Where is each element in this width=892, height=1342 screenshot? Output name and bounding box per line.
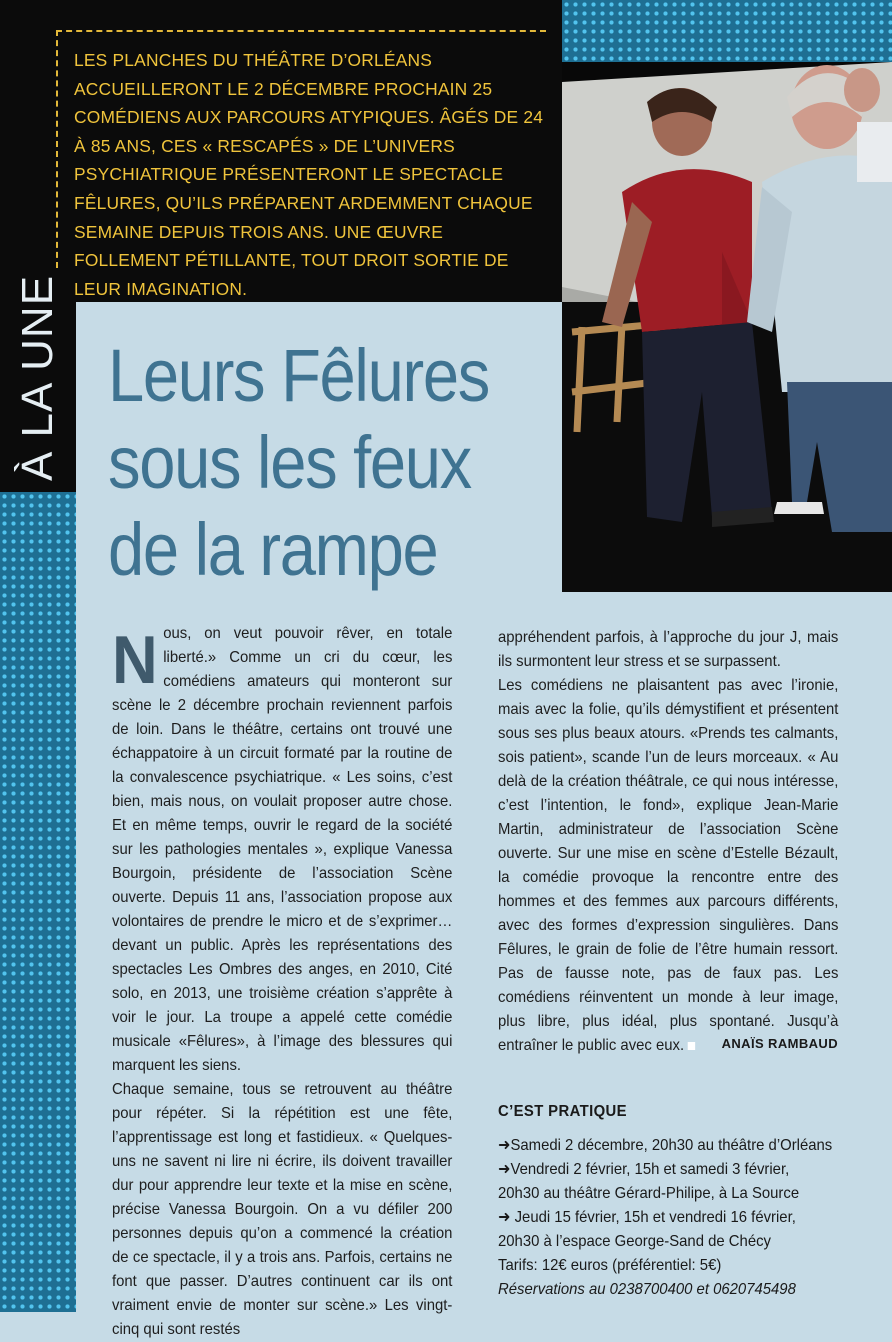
practical-info-line-3: ➜ Jeudi 15 février, 15h et vendredi 16 février, 20h30 à l’espace George-Sand de Chécy — [498, 1209, 796, 1250]
practical-info-reservations-text: Réservations au 0238700400 et 0620745498 — [498, 1281, 796, 1298]
intro-text: LES PLANCHES DU THÉÂTRE D’ORLÉANS ACCUEILLERONT LE 2 DÉCEMBRE PROCHAIN 25 COMÉDIENS AUX PARCOURS ATYPIQUES. ÂGÉS DE 24 À 85 ANS, CES « RESCAPÉS » DE L’UNIVERS PSYCHIATRIQUE PRÉSENTERONT LE SPECTACLE FÊLURES, QU’ILS PRÉPARENT ARDEMMENT CHAQUE SEMAINE DEPUIS TROIS ANS. UNE ŒUVRE FOLLEMENT PÉTILLANTE, TOUT DROIT SORTIE DE LEUR IMAGINATION. — [74, 50, 544, 299]
rehearsal-photo — [562, 62, 892, 592]
section-label — [8, 274, 68, 482]
end-mark-icon — [688, 1042, 695, 1050]
dot-pattern-side — [0, 492, 76, 1312]
practical-info-line-1: ➜Samedi 2 décembre, 20h30 au théâtre d’Orléans — [498, 1137, 833, 1154]
headline-line-3: de la rampe — [108, 508, 438, 591]
article-paragraph-4 — [498, 674, 838, 1058]
author-byline: ANAÏS RAMBAUD — [721, 1036, 838, 1051]
practical-info-tarifs: Tarifs: 12€ euros (préférentiel: 5€) — [498, 1257, 722, 1274]
practical-info-box — [498, 1100, 833, 1302]
article-column-left — [112, 622, 453, 1338]
headline — [108, 332, 489, 593]
article-column-right — [498, 626, 839, 1054]
article-paragraph-1: ous, on veut pouvoir rêver, en totale liberté.» Comme un cri du cœur, les comédiens amateurs qui monteront sur scène le 2 décembre prochain reviennent parfois de loin. Dans le théâtre, certains ont trouvé une échappatoire à un circuit formaté par la routine de la convalescence psychiatrique. « Les soins, c’est bien, mais nous, on voulait proposer autre chose. Et en même temps, ouvrir le regard de la société sur les pathologies mentales », explique Vanessa Bourgoin, présidente de l’association Scène ouverte. Depuis 11 ans, l’association propose aux volontaires de prendre le micro et de s’exprimer… devant un public. Après les représentations des spectacles Les Ombres des anges, en 2010, Cité solo, en 2013, une troisième création s’apprête à voir le jour. La troupe a appelé cette comédie musicale «Fêlures», à l’image des blessures qui marquent les siens. — [112, 625, 453, 1074]
headline-line-2: sous les feux — [108, 421, 471, 504]
article-paragraph-3: appréhendent parfois, à l’approche du jour J, mais ils surmontent leur stress et se surpassent. — [498, 629, 839, 670]
intro-box — [56, 30, 546, 299]
article-paragraph-2: Chaque semaine, tous se retrouvent au théâtre pour répéter. Si la répétition est une fête, l’apprentissage est long et fastidieux. « Quelques-uns ne savent ni lire ni écrire, ils doivent travailler dur pour apprendre leur texte et la mise en scène, précise Vanessa Bourgoin. On a vu défiler 200 personnes depuis qu’on a commencé la création de ce spectacle, il y a trois ans. Parfois, certains ne font que passer. D’autres continuent car ils ont vraiment envie de monter sur scène.» Les vingt-cinq qui sont restés — [112, 1081, 453, 1338]
headline-line-1: Leurs Fêlures — [108, 334, 489, 417]
practical-info-title: C’EST PRATIQUE — [498, 1103, 627, 1120]
section-label-text: À LA UNE — [13, 274, 62, 482]
rehearsal-photo-illustration — [562, 62, 892, 592]
practical-info-reservations — [498, 1278, 833, 1302]
drop-cap: N — [112, 622, 158, 698]
article-paragraph-4-text: Les comédiens ne plaisantent pas avec l’ironie, mais avec la folie, qu’ils démystifient et présentent sous ses plus beaux atours. «Prends tes calmants, sois patient», scande l’un de leurs morceaux. « Au delà de la création théâtrale, ce qui nous intéresse, c’est l’intention, le fond», explique Jean-Marie Martin, administrateur de l’association Scène ouverte. Sur une mise en scène d’Estelle Bézault, la comédie provoque la rencontre entre des hommes et des femmes aux parcours différents, avec des formes d’expression singulières. Dans Fêlures, le grain de folie de l’être humain ressort. Pas de fausse note, pas de faux pas. Les comédiens réinventent un monde à leur image, plus libre, plus idéal, plus spontané. Jusqu’à entraîner le public avec eux. — [498, 677, 839, 1054]
practical-info-line-2: ➜Vendredi 2 février, 15h et samedi 3 février, 20h30 au théâtre Gérard-Philipe, à La Source — [498, 1161, 800, 1202]
